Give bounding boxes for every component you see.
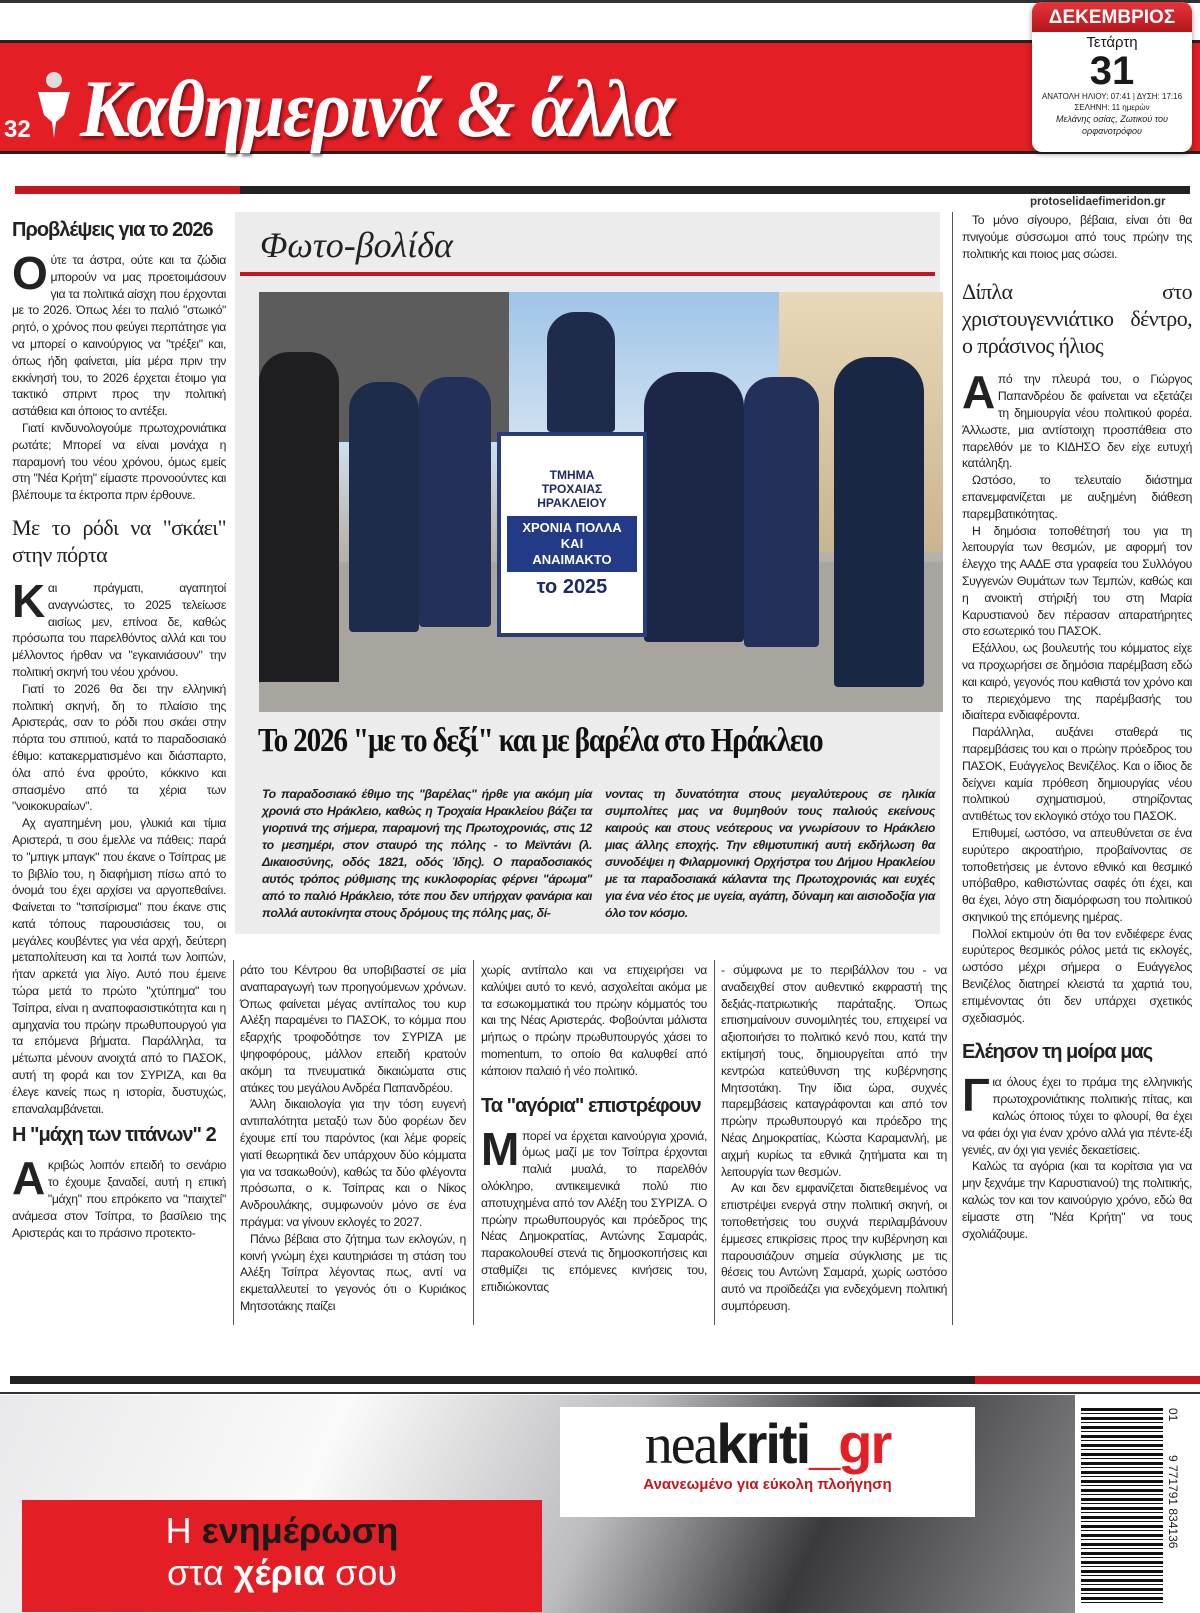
- ad-tagline: Ανανεωμένο για εύκολη πλοήγηση: [643, 1476, 892, 1493]
- ad-line-2: [22, 1552, 542, 1594]
- paragraph: Παράλληλα, αυξάνει σταθερά τις παρεμβάσεις του και ο πρώην πρόεδρος του ΠΑΣΟΚ, Ευάγγελος Βενιζέλος. Και ο ίδιος δε δείχνει καμία πρόθεση δημιουργίας νέου πολιτικού σχηματισμού, στηρίζοντας αντιθέτως τον εκλογικό στόχο του ΠΑΣΟΚ.: [962, 725, 1192, 824]
- bottom-thin-rule: [0, 1392, 1200, 1394]
- paragraph: Γιατί το 2026 θα δει την ελληνική πολιτική σκηνή, δη το πλαίσιο της Αριστεράς, σαν το ρόδι που σκάει στην πόρτα του σπιτιού, κατά το παραδοσιακό έθιμο: κατακερματισμένο και διάσπαρτο, όλα από ένα φρούτο, κόκκινο και σπασμένο από τα χέρια των "νοικοκυραίων".: [12, 681, 226, 814]
- photo-person: [349, 382, 419, 632]
- paragraph: - σύμφωνα με το περιβάλλον του - να αναδειχθεί στον αυθεντικό εκφραστή της δεξιάς-πατριωτικής παράταξης. Όπως επισημαίνουν συνομιλητές του, επιχειρεί να αξιοποιήσει το πολιτικό κενό που, κατά την εκτίμησή τους, δημιουργείται από την κεντρώα κατεύθυνση της κυβέρνησης Μητσοτάκη. Την ίδια ώρα, συχνές παρεμβάσεις καταγράφονται και από τον πρώην πρωθυπουργό και πρόεδρο της Νέας Δημοκρατίας, Κώστα Καραμανλή, με αιχμή κυρίως τα εθνικά ζητήματα και τη λειτουργία των θεσμών.: [721, 963, 947, 1179]
- date-calendar: [1032, 2, 1192, 152]
- heading-pomegranate: Με το ρόδι να "σκάει" στην πόρτα: [12, 514, 226, 567]
- calendar-month: ΔΕΚΕΜΒΡΙΟΣ: [1032, 2, 1192, 32]
- paragraph: Αν και δεν εμφανίζεται διατεθειμένος να επιστρέψει ενεργά στην πολιτική σκηνή, οι τοποθετήσεις του συχνά περιλαμβάνουν έμμεσες επικρίσεις προς την κυβέρνηση και παρουσιάζουν σημεία σύγκλισης με τις θέσεις του Αντώνη Σαμαρά, χωρίς ωστόσο αυτό να προϊδεάζει για ενδεχόμενη πολιτική συμπόρευση.: [721, 1181, 947, 1313]
- paragraph-text: πό την πλευρά του, ο Γιώργος Παπανδρέου δε φαίνεται να εξετάζει τη δημιουργία νέου πολιτικού φορέα. Άλλωστε, μια αντίστοιχη προσπάθεια στο παρελθόν με το ΚΙΔΗΣΟ δεν είχε ευτυχή κατάληξη.: [962, 372, 1192, 471]
- logo-text: _gr: [809, 1412, 891, 1475]
- heading-predictions: Προβλέψεις για το 2026: [12, 219, 213, 241]
- advertisement-banner[interactable]: [0, 1395, 1075, 1613]
- ad-line-1: [22, 1510, 542, 1552]
- ad-red-panel: [22, 1500, 542, 1612]
- ad-text: ενημέρωση: [201, 1510, 399, 1551]
- barcode-issue: 01: [1166, 1408, 1180, 1422]
- paragraph-text: κριβώς λοιπόν επειδή το σενάριο το έχουμε ξαναδεί, αυτή η επική "μάχη" που επρόκειτο να "παιχτεί" ανάμεσα στον Τσίπρα, το βασίλειο της Αριστεράς και το πράσινο προτεκτο-: [12, 1158, 226, 1240]
- paragraph: ράτο του Κέντρου θα υποβιβαστεί σε μία αναπαραγωγή των προηγούμενων χρόνων. Όπως φαίνεται μέγας αντίπαλος του κυρ Αλέξη παραμένει το ΠΑΣΟΚ, το κόμμα που εξαρχής τροφοδότησε τον ΣΥΡΙΖΑ με ψηφοφόρους, μάλλον επειδή κρατούν ακόμη τα πνευματικά δικαιώματα στις ατάκες του μεγάλου Ανδρέα Παπανδρέου.: [240, 963, 466, 1095]
- ad-text: σου: [335, 1552, 398, 1593]
- photo-traffic-police: [259, 292, 943, 712]
- paragraph-text: πορεί να έρχεται καινούργια χρονιά, όμως μαζί με τον Τσίπρα έρχονται παλιά μυαλά, το παρελθόν ολόκληρο, αντικειμενικά πολύ πιο αποτυχημένα από τον Αλέξη του ΣΥΡΙΖΑ. Ο πρώην πρωθυπουργός και πρόεδρος της Νέας Δημοκρατίας, Αντώνης Σαμαράς, παρακολουθεί στενά τις δημοσκοπήσεις και σταθμίζει τις επόμενες κινήσεις του, επιδιώκοντας: [481, 1128, 707, 1294]
- feature-section-title: Φωτο-βολίδα: [260, 225, 453, 265]
- paragraph: Η δημόσια τοποθέτησή του για τη λειτουργία των θεσμών, με αφορμή τον έλεγχο της ΑΑΔΕ στα γραφεία του Συλλόγου Συγγενών Θυμάτων των Τεμπών, καθώς και η ανοικτή στήριξή του στη Μαρία Καρυστιανού δεν πέρασαν απαρατήρητες στο εσωτερικό του ΠΑΣΟΚ.: [962, 523, 1192, 639]
- drop-cap: Μ: [481, 1122, 519, 1175]
- watermark: protoselidaefimeridon.gr: [1030, 196, 1166, 208]
- calendar-saints: Μελάνης οσίας, Ζωτικού του ορφανοτρόφου: [1056, 114, 1168, 136]
- photo-person: [419, 377, 491, 627]
- photo-person: [547, 312, 615, 432]
- drop-cap: Κ: [12, 574, 45, 627]
- feature-headline: Το 2026 "με το δεξί" και με βαρέλα στο Ηράκλειο: [258, 722, 823, 759]
- sign-line: ΤΜΗΜΑ: [549, 468, 595, 482]
- top-rule: [0, 0, 1200, 3]
- bottom-rule-red: [975, 1376, 1200, 1384]
- photo-person: [259, 352, 339, 682]
- column-separator: [952, 212, 953, 1325]
- drop-cap: Α: [12, 1152, 45, 1205]
- sign-line: ΤΡΟΧΑΙΑΣ: [541, 482, 603, 496]
- heading-mercy: Ελέησον τη μοίρα μας: [962, 1041, 1153, 1064]
- sign-line: ΑΝΑΙΜΑΚΤΟ: [532, 552, 612, 567]
- paragraph: [12, 574, 226, 681]
- photo-caption-col1: Το παραδοσιακό έθιμο της "βαρέλας" ήρθε για ακόμη μία χρονιά στο Ηράκλειο, καθώς η Τροχαία Ηρακλείου βάζει τα γιορτινά της σήμερα, παραμονή της Πρωτοχρονιάς, στις 12 το μεσημέρι, στον σταυρό της πόλης - το Μεϊντάνι (λ. Δικαιοσύνης, οδός 1821, οδός Ίδης). Ο παραδοσιακός αυτός τρόπος ρύθμισης της κυκλοφορίας φέρνει "άρωμα" από το παλιό Ηράκλειο, τότε που δεν υπήρχαν φανάρια και πολλά αυτοκίνητα στους δρόμους της πόλης μας, δί-: [262, 787, 592, 920]
- ad-text: χέρια: [233, 1552, 326, 1593]
- column-c: [721, 962, 947, 1315]
- paragraph: Γιατί κινδυνολογούμε πρωτοχρονιάτικα ρωτάτε; Μπορεί να είναι μονάχα η παραμονή του νέου χρόνου, όμως εμείς στη "Νέα Κρήτη" είμαστε προνοούντες και βλέπουμε τα έκτροπα πριν έρθουνε.: [12, 420, 226, 503]
- calendar-weekday: Τετάρτη: [1086, 34, 1138, 51]
- logo-text: kriti: [716, 1412, 810, 1475]
- divider-black: [240, 186, 1190, 194]
- calendar-moon: ΣΕΛΗΝΗ: 11 ημερών: [1074, 103, 1150, 112]
- paragraph: [481, 1122, 707, 1296]
- paragraph: Επιθυμεί, ωστόσο, να απευθύνεται σε ένα ευρύτερο ακροατήριο, προβαίνοντας σε τοποθετήσεις με έντονο εθνικό και θεσμικό υπόβαθρο, καθιστώντας σαφές ότι έχει, και θα έχει, λόγο στη διαμόρφωση του πολιτικού σκηνικού της επόμενης ημέρας.: [962, 825, 1192, 924]
- barcode-bars: [1081, 1408, 1163, 1604]
- page-number: 32: [4, 116, 31, 143]
- paragraph-text: ια όλους έχει το πράμα της ελληνικής πρωτοχρονιάτικης πολιτικής πίτας, και καλώς όποιος τύχει το φλουρί, θα έχει να φάει όχι για έναν χρόνο αλλά για πέντε-έξι γενιές, αν όχι για γενιές δεκαετίσεις.: [962, 1075, 1192, 1157]
- paragraph: Το μόνο σίγουρο, βέβαια, είναι ότι θα πνιγούμε σύσσωμοι από τους πρώην της πολιτικής και ποιος μας σώσει.: [962, 213, 1192, 261]
- photo-person: [834, 357, 924, 687]
- paragraph-text: ύτε τα άστρα, ούτε και τα ζώδια μπορούν να μας προετοιμάσουν για τα πολιτικά αίσχη που έρχονται με το 2026. Όπως λέει το παλιό "στωικό" ρητό, ο χρόνος που φεύγει περπάτησε για να μπορεί ο καινούργιος να "τρέξει" και, όπως ήδη φαίνεται, μία μέρα πριν την εκκίνησή του, το 2026 έρχεται έτοιμο για τακτικό σπριντ προς την πολιτική αστάθεια και όποιος το αντέξει.: [12, 253, 226, 419]
- paragraph: Ωστόσο, το τελευταίο διάστημα επανεμφανίζεται με αυξημένη διάθεση παρεμβατικότητας.: [962, 473, 1192, 521]
- barcode: [1078, 1400, 1193, 1610]
- paragraph: [12, 247, 226, 420]
- paragraph: [12, 1152, 226, 1241]
- neakriti-logo: [560, 1413, 975, 1476]
- heading-titans: Η "μάχη των τιτάνων" 2: [12, 1124, 216, 1147]
- heading-boys-return: Τα "αγόρια" επιστρέφουν: [481, 1094, 701, 1117]
- quill-logo-icon: [34, 70, 74, 140]
- left-column: [12, 212, 226, 1241]
- photo-person: [644, 372, 744, 642]
- column-separator: [714, 960, 715, 1325]
- ad-text: Η: [165, 1510, 192, 1551]
- drop-cap: Ο: [12, 247, 48, 299]
- sign-year: το 2025: [536, 576, 608, 598]
- column-separator: [473, 960, 474, 1325]
- logo-text: nea: [644, 1414, 717, 1476]
- paragraph: χωρίς αντίπαλο και να επιχειρήσει να καλύψει αυτό το κενό, ασχολείται ακόμα με τα εσωκομματικά του πρώην κόμματός του και της Νέας Αριστεράς. Φοβούνται μάλιστα μήπως ο πρώην πρωθυπουργός χάσει το momentum, το οποίο θα καλυφθεί από κάποιον παλαιό ή νέο πολιτικό.: [481, 963, 707, 1078]
- section-title: Καθημερινά & άλλα: [80, 63, 674, 154]
- sign-line: ΚΑΙ: [560, 536, 584, 551]
- heading-christmas-tree: Δίπλα στο χριστουγεννιάτικο δέντρο, ο πράσινος ήλιος: [962, 279, 1192, 359]
- sign-banner: [507, 516, 637, 572]
- paragraph: Άλλη δικαιολογία για την τόση ευγενή αντιπαλότητα μεταξύ των δύο φορέων δεν έχουμε επί του παρόντος (και λέμε φορείς γιατί θεωρητικά δεν υπάρχουν δύο κόμματα για να τσακωθούν), καθώς τα δύο φλέγοντα πρόσωπα, ο κ. Τσίπρας και ο Νίκος Ανδρουλάκης, συμφωνούν μόνο σε ένα πράγμα: να γίνουν εκλογές το 2027.: [240, 1097, 466, 1229]
- photo-caption-col2: νοντας τη δυνατότητα στους μεγαλύτερους σε ηλικία συμπολίτες μας να θυμηθούν τους παλιούς εκείνους καιρούς και στους νεότερους να γνωρίσουν το Ηράκλειο μιας άλλης εποχής. Την εθιμοτυπική αυτή εκδήλωση θα συνοδέψει η Φιλαρμονική Ορχήστρα του Δήμου Ηρακλείου με τα παραδοσιακά κάλαντα της Πρωτοχρονιάς και ευχές για ένα νέο έτος με υγεία, αγάπη, δύναμη και αισιοδοξία για όλο τον κόσμο.: [605, 787, 935, 920]
- paragraph-text: αι πράγματι, αγαπητοί αναγνώστες, το 2025 τελείωσε αισίως μεν, επίνοα δε, καθώς πρόσωπα του παρελθόντος αλλά και του μέλλοντος ήρθαν να "εγκαινιάσουν" την πολιτική σκηνή του νέου χρόνου.: [12, 580, 226, 679]
- ad-brand-panel: [560, 1407, 975, 1517]
- sign-line: ΧΡΟΝΙΑ ΠΟΛΛΑ: [522, 520, 622, 535]
- drop-cap: Γ: [962, 1069, 990, 1122]
- paragraph: Καλώς τα αγόρια (και τα κορίτσια για να μην ξεχνάμε την Καρυστιανού) της πολιτικής, καλώς τον και τον καινούργιο χρόνο, εδώ θα είμαστε στη "Νέα Κρήτη" να τους σχολιάζουμε.: [962, 1159, 1192, 1241]
- sign-line: ΗΡΑΚΛΕΙΟΥ: [537, 496, 607, 510]
- feature-rule: [240, 272, 935, 276]
- bottom-rule-black: [10, 1376, 975, 1384]
- right-column: [962, 212, 1192, 1242]
- paragraph: Αχ αγαπημένη μου, γλυκιά και τίμια Αριστερά, τι σου έμελλε να πάθεις: παρά το "μπιγκ μπαγκ" που έκανε ο Τσίπρας με το βιβλίο του, η διαφήμιση πίσω από το όνομά του έχει αρχίσει να αργοπεθαίνει. Φαίνεται το "τσιτσίρισμα" που έκανε στις κατά τόπους παρουσιάσεις του, οι μεγάλες κουβέντες για νέα αρχή, δεύτερη μεταπολίτευση και τα λοιπά των λοιπών, ήταν αρκετά για λίγο. Αυτό που έμεινε τώρα μετά το πρώτο "χτύπημα" του Τσίπρα, είναι η αναποφασιστικότητα και η αμηχανία του πρώην πρωθυπουργού για τα επόμενα βήματα. Παράλληλα, τα μέτωπα μένουν ανοιχτά από το ΠΑΣΟΚ, αυτή τη φορά και τον ΣΥΡΙΖΑ, και θα έλεγε κανείς πως η ιστορία, δυστυχώς, επαναλαμβάνεται.: [12, 816, 226, 1116]
- barcode-number: 9 771791 834136: [1166, 1455, 1180, 1549]
- sign-board: [497, 432, 647, 637]
- column-separator: [233, 960, 234, 1325]
- column-b: [481, 962, 707, 1296]
- drop-cap: Α: [962, 366, 995, 419]
- divider-red: [15, 186, 240, 194]
- column-a: [240, 962, 466, 1315]
- photo-person: [744, 377, 819, 647]
- calendar-day: 31: [1089, 49, 1135, 93]
- paragraph: Εξάλλου, ως βουλευτής του κόμματος είχε να προχωρήσει σε δημόσια παρέμβαση εδώ και καιρό, γεγονός που καθιστά τον χρόνο και το περιεχόμενο της παρέμβασής του ιδιαίτερα ενδιαφέροντα.: [962, 641, 1192, 723]
- paragraph: Πάνω βέβαια στο ζήτημα των εκλογών, η κοινή γνώμη έχει καυτηριάσει τη στάση του Αλέξη Τσίπρα λέγοντας πως, αντί να εκμεταλλευτεί το γεγονός ότι ο Κυριάκος Μητσοτάκης παίζει: [240, 1231, 466, 1313]
- paragraph: [962, 1069, 1192, 1158]
- ad-text: στα: [166, 1552, 224, 1593]
- paragraph: [962, 366, 1192, 472]
- calendar-sun: ΑΝΑΤΟΛΗ ΗΛΙΟΥ: 07:41 | ΔΥΣΗ: 17:16: [1041, 92, 1183, 101]
- paragraph: Πολλοί εκτιμούν ότι θα τον ενδιέφερε ένας ευρύτερος θεσμικός ρόλος μετά τις εκλογές, ωστόσο μέχρι σήμερα ο Ευάγγελος Βενιζέλος διατηρεί κλειστά τα χαρτιά του, επιμένοντας ότι δεν υπάρχει σχετικός σχεδιασμός.: [962, 926, 1192, 1025]
